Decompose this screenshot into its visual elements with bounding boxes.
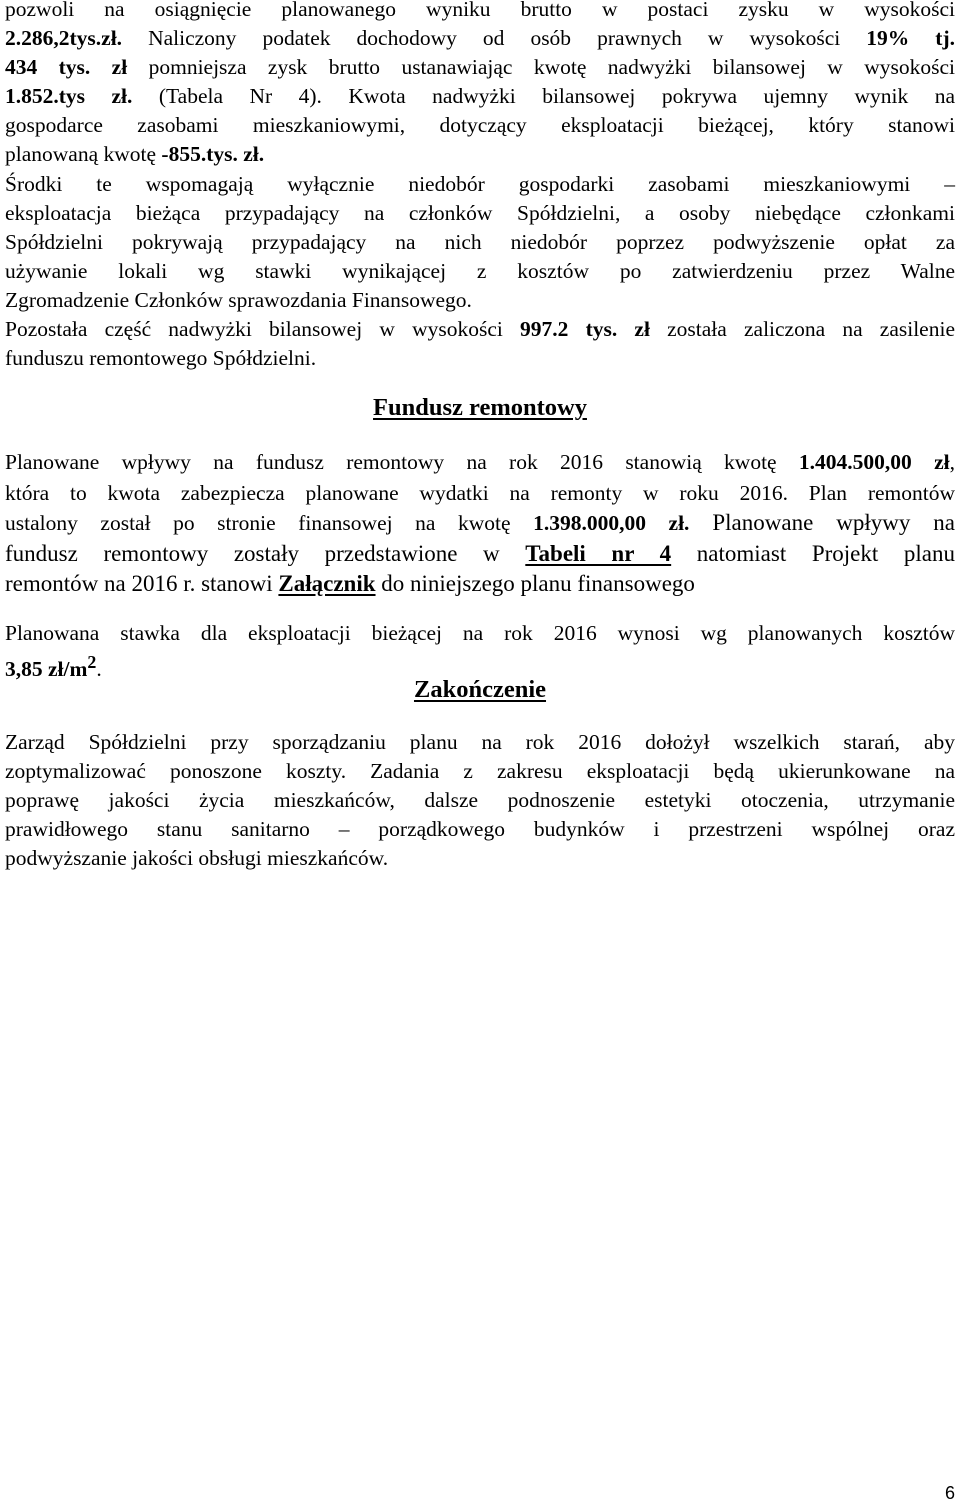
paragraph-conclusion [5, 728, 955, 873]
repair-plan-amount: 1.398.000,00 zł. [533, 511, 690, 535]
text-span: Planowane wpływy na [689, 510, 955, 535]
text-span: . [96, 657, 102, 682]
text-line: Spółdzielni pokrywają przypadający na nich niedobór poprzez podwyższenie opłat za [5, 230, 955, 254]
attachment-reference: Załącznik [278, 571, 376, 596]
text-line [5, 315, 955, 344]
tax-amount: 434 tys. zł [5, 55, 128, 79]
text-line: Środki te wspomagają wyłącznie niedobór gospodarki zasobami mieszkaniowymi – [5, 172, 955, 196]
text-line: Planowana stawka dla eksploatacji bieżącej na rok 2016 wynosi wg planowanych kosztów [5, 621, 955, 645]
text-line [5, 82, 955, 111]
text-line [5, 569, 955, 600]
superscript: 2 [87, 652, 97, 672]
text-span: fundusz remontowy zostały przedstawione w [5, 540, 526, 566]
text-line: Zarząd Spółdzielni przy sporządzaniu planu na rok 2016 dołożył wszelkich starań, aby [5, 730, 955, 754]
paragraph-repair-fund [5, 447, 955, 600]
page-number: 6 [944, 1483, 955, 1503]
text-span: ustalony został po stronie finansowej na kwotę [5, 511, 534, 535]
text-span: została zaliczona na zasilenie [649, 317, 955, 341]
remaining-surplus-amount: 997.2 tys. zł [520, 317, 650, 341]
text-line: funduszu remontowego Spółdzielni. [5, 346, 317, 370]
text-line: Zgromadzenie Członków sprawozdania Finansowego. [5, 288, 472, 312]
section-heading-conclusion: Zakończenie [413, 676, 547, 703]
text-span: 3,85 zł/m [5, 657, 88, 682]
text-line: pozwoli na osiągnięcie planowanego wyniku brutto w postaci zysku w wysokości [5, 0, 955, 21]
planned-inflow-amount: 1.404.500,00 zł [798, 450, 950, 474]
text-line: gospodarce zasobami mieszkaniowymi, dotyczący eksploatacji bieżącej, który stanowi [5, 113, 955, 137]
text-span: pomniejsza zysk brutto ustanawiając kwotę nadwyżki bilansowej w wysokości [127, 55, 955, 79]
text-line: prawidłowego stanu sanitarno – porządkowego budynków i przestrzeni wspólnej oraz [5, 817, 955, 841]
text-span: natomiast Projekt planu [671, 540, 955, 566]
text-line: zoptymalizować ponoszone koszty. Zadania z zakresu eksploatacji będą ukierunkowane na [5, 759, 955, 783]
surplus-amount: 1.852.tys zł. [5, 84, 133, 108]
text-span: , [949, 450, 955, 474]
text-span: Planowane wpływy na fundusz remontowy na rok 2016 stanowią kwotę [5, 450, 799, 474]
table-reference: Tabeli nr 4 [525, 540, 672, 566]
text-span: Pozostała część nadwyżki bilansowej w wysokości [5, 317, 521, 341]
text-line [5, 140, 955, 169]
section-heading-repair-fund: Fundusz remontowy [373, 394, 587, 421]
text-line [5, 508, 955, 539]
text-span: (Tabela Nr 4). Kwota nadwyżki bilansowej pokrywa ujemny wynik na [132, 84, 955, 108]
paragraph-funds [5, 170, 955, 315]
text-line: podwyższanie jakości obsługi mieszkańców. [5, 846, 389, 870]
text-span: remontów na 2016 r. stanowi [5, 571, 279, 596]
text-line [5, 447, 955, 478]
text-line [5, 539, 955, 570]
paragraph-rate [5, 619, 955, 684]
text-span: do niniejszego planu finansowego [375, 571, 695, 596]
tax-rate: 19% tj. [866, 26, 955, 50]
deficit-amount: -855.tys. zł. [161, 142, 265, 166]
paragraph-remaining-surplus [5, 315, 955, 373]
text-line [5, 24, 955, 53]
text-line: eksploatacja bieżąca przypadający na członków Spółdzielni, a osoby niebędące członkami [5, 201, 955, 225]
text-line: używanie lokali wg stawki wynikającej z kosztów po zatwierdzeniu przez Walne [5, 259, 955, 283]
text-line: która to kwota zabezpiecza planowane wydatki na remonty w roku 2016. Plan remontów [5, 480, 955, 505]
text-span: planowaną kwotę [5, 142, 162, 166]
text-line: poprawę jakości życia mieszkańców, dalsze podnoszenie estetyki otoczenia, utrzymanie [5, 788, 955, 812]
amount-profit-gross: 2.286,2tys.zł. [5, 26, 123, 50]
text-span: Naliczony podatek dochodowy od osób prawnych w wysokości [122, 26, 867, 50]
text-line [5, 53, 955, 82]
paragraph-profit [5, 0, 955, 169]
